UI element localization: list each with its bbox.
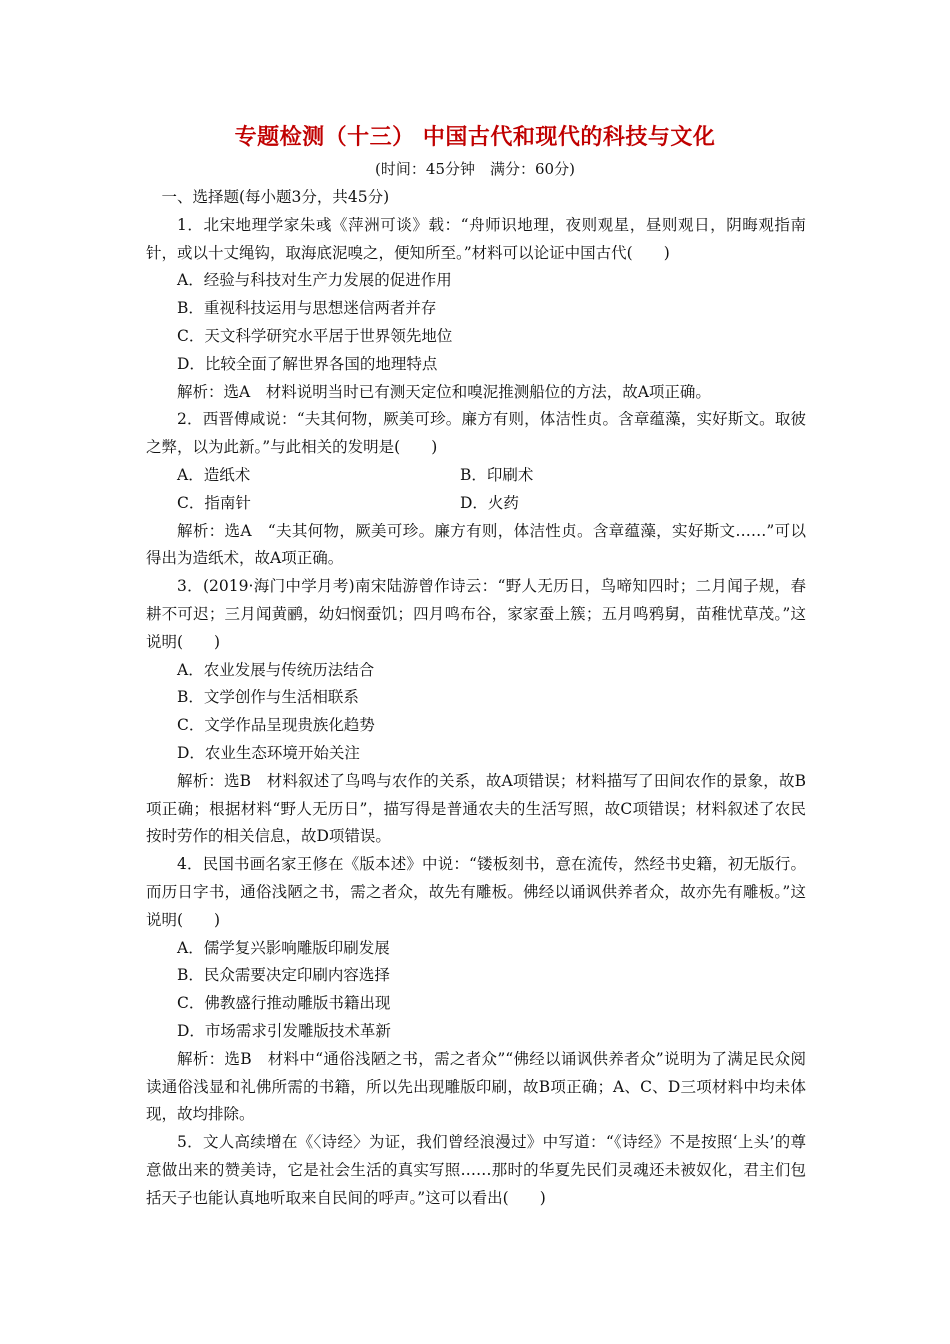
question-3-option-d: D．农业生态环境开始关注 bbox=[177, 743, 360, 762]
question-3-option-c: C．文学作品呈现贵族化趋势 bbox=[177, 716, 375, 735]
question-1-option-a: A．经验与科技对生产力发展的促进作用 bbox=[177, 271, 452, 290]
question-3-option-b: B．文学创作与生活相联系 bbox=[177, 688, 359, 707]
question-1-stem: 1．北宋地理学家朱彧《萍洲可谈》载：“舟师识地理，夜则观星，昼则观日，阴晦观指南针，或以十丈绳钩，取海底泥嗅之，便知所至。”材料可以论证中国古代( ) bbox=[146, 215, 806, 262]
question-2-options-row-2 bbox=[146, 490, 806, 518]
question-1-analysis: 解析：选A 材料说明当时已有测天定位和嗅泥推测船位的方法，故A项正确。 bbox=[177, 382, 711, 401]
question-1-option-b: B．重视科技运用与思想迷信两者并存 bbox=[177, 299, 437, 318]
question-4-analysis: 解析：选B 材料中“通俗浅陋之书，需之者众”“佛经以诵讽供养者众”说明为了满足民众阅读通俗浅显和礼佛所需的书籍，所以先出现雕版印刷，故B项正确；A、C、D三项材料中均未体现，故均排除。 bbox=[146, 1049, 806, 1124]
question-2-option-d: D．火药 bbox=[460, 493, 519, 512]
question-3-analysis: 解析：选B 材料叙述了鸟鸣与农作的关系，故A项错误；材料描写了田间农作的景象，故B项正确；根据材料“野人无历日”，描写得是普通农夫的生活写照，故C项错误；材料叙述了农民按时劳作的相关信息，故D项错误。 bbox=[146, 771, 806, 846]
document-body bbox=[146, 184, 806, 1212]
question-1-option-d: D．比较全面了解世界各国的地理特点 bbox=[177, 354, 438, 373]
question-4-option-a: A．儒学复兴影响雕版印刷发展 bbox=[177, 938, 390, 957]
document-subtitle: (时间：45分钟 满分：60分) bbox=[375, 160, 575, 178]
question-5-stem: 5．文人高续增在《〈诗经〉为证，我们曾经浪漫过》中写道：“《诗经》不是按照‘上头’的尊意做出来的赞美诗，它是社会生活的真实写照……那时的华夏先民们灵魂还未被奴化，君主们包括天子也能认真地听取来自民间的呼声。”这可以看出( ) bbox=[146, 1133, 806, 1207]
section-heading: 一、选择题(每小题3分，共45分) bbox=[161, 188, 390, 206]
document-title: 专题检测（十三） 中国古代和现代的科技与文化 bbox=[234, 125, 716, 150]
question-4-stem: 4．民国书画名家王修在《版本述》中说：“镂板刻书，意在流传，然经书史籍，初无版行。而历日字书，通俗浅陋之书，需之者众，故先有雕板。佛经以诵讽供养者众，故亦先有雕板。”这说明( ) bbox=[146, 855, 806, 929]
question-2-option-b: B．印刷术 bbox=[460, 465, 534, 484]
question-2-options-row-1 bbox=[146, 462, 806, 490]
question-3-option-a: A．农业发展与传统历法结合 bbox=[177, 660, 375, 679]
question-2-stem: 2．西晋傅咸说：“夫其何物，厥美可珍。廉方有则，体洁性贞。含章蕴藻，实好斯文。取彼之弊，以为此新。”与此相关的发明是( ) bbox=[146, 410, 806, 457]
question-4-option-b: B．民众需要决定印刷内容选择 bbox=[177, 966, 390, 985]
question-4-option-d: D．市场需求引发雕版技术革新 bbox=[177, 1021, 391, 1040]
question-2-option-a: A．造纸术 bbox=[177, 465, 251, 484]
question-1-option-c: C．天文科学研究水平居于世界领先地位 bbox=[177, 326, 453, 345]
question-3-stem: 3．(2019·海门中学月考)南宋陆游曾作诗云：“野人无历日，鸟啼知四时；二月闻子规，春耕不可迟；三月闻黄鹂，幼妇悯蚕饥；四月鸣布谷，家家蚕上簇；五月鸣鸦舅，苗稚忧草茂。”这说明( ) bbox=[146, 577, 806, 651]
question-2-option-c: C．指南针 bbox=[177, 493, 251, 512]
question-2-analysis: 解析：选A “夫其何物，厥美可珍。廉方有则，体洁性贞。含章蕴藻，实好斯文……”可以得出为造纸术，故A项正确。 bbox=[146, 521, 806, 568]
question-4-option-c: C．佛教盛行推动雕版书籍出现 bbox=[177, 994, 391, 1013]
